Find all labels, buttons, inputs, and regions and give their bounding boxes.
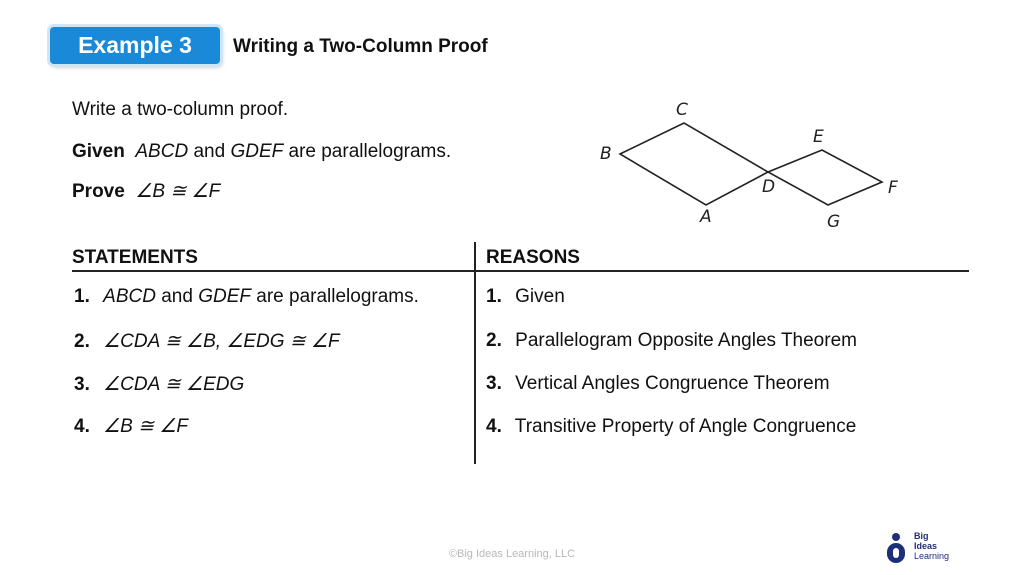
statement-4	[74, 415, 188, 438]
reason-text: Vertical Angles Congruence Theorem	[515, 373, 830, 394]
label-e: E	[813, 127, 824, 147]
instruction-text: Write a two-column proof.	[72, 99, 289, 120]
example-badge: Example 3	[50, 27, 220, 64]
given-figure-1: ABCD	[135, 141, 189, 162]
reason-2	[486, 330, 857, 352]
statement-number: 4.	[74, 416, 90, 437]
big-ideas-logo	[884, 530, 956, 566]
reason-4	[486, 416, 856, 438]
label-f: F	[888, 178, 898, 198]
statement-3	[74, 373, 244, 396]
logo-line-3: Learning	[914, 551, 950, 561]
statement-text: ∠CDA ≅ ∠EDG	[103, 374, 245, 395]
parallelogram-diagram	[580, 92, 920, 237]
given-figure-2: GDEF	[230, 141, 284, 162]
label-d: D	[762, 177, 776, 197]
reason-number: 2.	[486, 330, 502, 351]
reason-number: 4.	[486, 416, 502, 437]
parallelogram-abcd	[620, 123, 768, 205]
statement-figure-2: GDEF	[198, 286, 251, 307]
copyright-text: ©Big Ideas Learning, LLC	[448, 548, 576, 560]
reason-number: 1.	[486, 286, 502, 307]
label-b: B	[600, 144, 612, 164]
reason-text: Given	[515, 286, 565, 307]
statement-1	[74, 286, 419, 308]
given-and: and	[193, 141, 226, 162]
label-a: A	[700, 207, 712, 227]
prove-label: Prove	[72, 181, 125, 202]
statement-and: and	[161, 286, 193, 307]
given-label: Given	[72, 141, 125, 162]
reasons-header: REASONS	[486, 247, 580, 268]
statement-figure-1: ABCD	[103, 286, 156, 307]
reason-text: Transitive Property of Angle Congruence	[514, 416, 857, 437]
reason-number: 3.	[486, 373, 502, 394]
table-divider-horizontal	[72, 270, 969, 272]
given-line	[72, 141, 451, 163]
statement-number: 1.	[74, 286, 90, 307]
table-divider-vertical	[474, 242, 476, 464]
statement-number: 3.	[74, 374, 90, 395]
example-title: Writing a Two-Column Proof	[233, 36, 488, 57]
reason-3	[486, 373, 830, 395]
big-ideas-logo-text	[914, 531, 949, 561]
big-ideas-logo-icon	[884, 532, 910, 564]
statement-text: ∠CDA ≅ ∠B, ∠EDG ≅ ∠F	[103, 331, 340, 352]
statement-text: ∠B ≅ ∠F	[103, 416, 188, 437]
statement-2	[74, 330, 340, 353]
prove-line	[72, 180, 220, 203]
given-rest: are parallelograms.	[288, 141, 452, 162]
parallelogram-gdef	[768, 150, 882, 205]
logo-line-2: Ideas	[914, 541, 938, 551]
statement-number: 2.	[74, 331, 90, 352]
label-c: C	[676, 100, 688, 120]
statements-header: STATEMENTS	[72, 247, 198, 268]
label-g: G	[827, 212, 841, 232]
statement-rest: are parallelograms.	[256, 286, 419, 307]
reason-1	[486, 286, 565, 308]
logo-line-1: Big	[914, 531, 929, 541]
prove-statement: ∠B ≅ ∠F	[135, 181, 221, 202]
reason-text: Parallelogram Opposite Angles Theorem	[515, 330, 857, 351]
